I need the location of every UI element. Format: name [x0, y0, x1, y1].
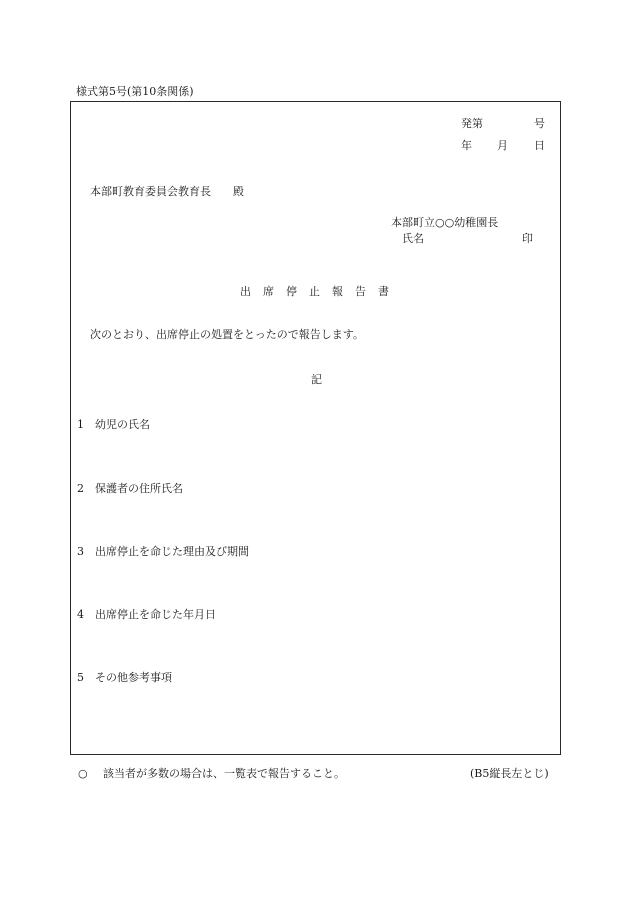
ki-heading: 記: [311, 373, 322, 386]
item-label: 保護者の住所氏名: [95, 482, 183, 495]
doc-number-suffix: 号: [534, 117, 545, 130]
date-month: 月: [497, 139, 508, 152]
item-label: その他参考事項: [95, 671, 172, 684]
item-number: 4: [77, 608, 84, 621]
sender-organization: 本部町立○○幼稚園長: [391, 216, 499, 229]
item-number: 5: [77, 671, 84, 684]
item-label: 幼児の氏名: [95, 418, 150, 431]
item-label: 出席停止を命じた年月日: [95, 608, 216, 621]
footer-bullet: ○: [78, 767, 88, 780]
item-number: 3: [77, 545, 84, 558]
item-number: 2: [77, 482, 84, 495]
item-label: 出席停止を命じた理由及び期間: [95, 545, 249, 558]
sender-name-label: 氏名: [402, 232, 424, 245]
date-year: 年: [461, 139, 472, 152]
form-label: 様式第5号(第10条関係): [76, 85, 194, 98]
paper-spec: (B5縦長左とじ): [470, 767, 549, 780]
document-title: 出席停止報告書: [240, 285, 401, 298]
item-number: 1: [77, 418, 84, 431]
body-text: 次のとおり、出席停止の処置をとったので報告します。: [90, 328, 364, 341]
doc-number-prefix: 発第: [461, 117, 483, 130]
recipient: 本部町教育委員会教育長 殿: [90, 185, 244, 198]
footer-note: 該当者が多数の場合は、一覧表で報告すること。: [103, 767, 345, 780]
seal-mark: 印: [522, 232, 533, 245]
date-day: 日: [534, 139, 545, 152]
